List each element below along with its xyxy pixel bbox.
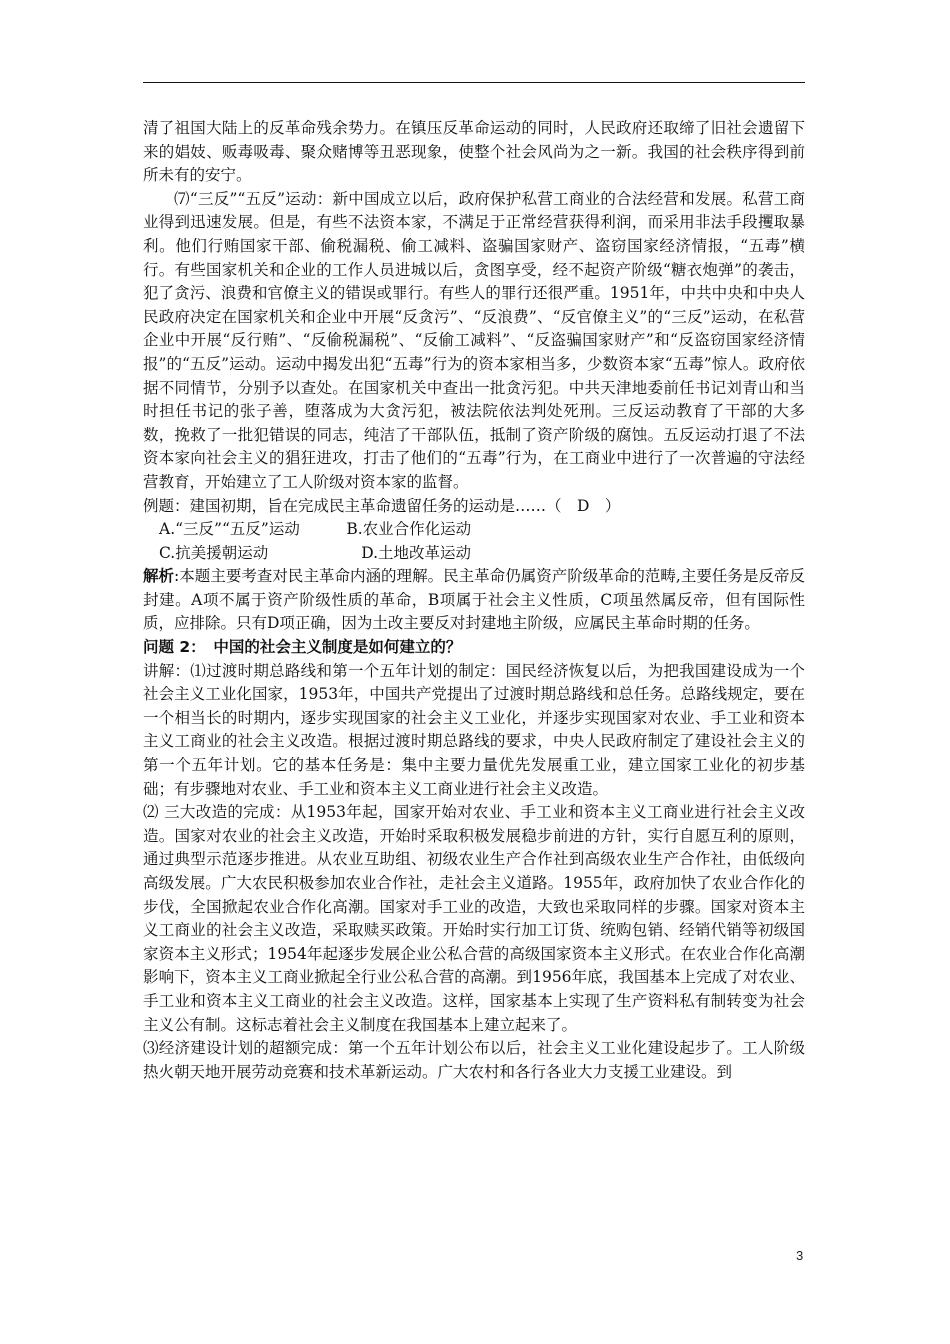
example-options-row-1: A.“三反”“五反”运动 B.农业合作化运动 xyxy=(159,520,472,539)
document-body xyxy=(143,117,805,1084)
paragraph-three-five-anti: ⑺“三反”“五反”运动：新中国成立以后，政府保护私营工商业的合法经营和发展。私营工商业得到迅速发展。但是，有些不法资本家，不满足于正常经营获得利润，而采用非法手段攫取暴利。他们行贿国家干部、偷税漏税、偷工减料、盗骗国家财产、盗窃国家经济情报，“五毒”横行。有些国家机关和企业的工作人员进城以后，贪图享受，经不起资产阶级“糖衣炮弹”的袭击，犯了贪污、浪费和官僚主义的错误或罪行。有些人的罪行还很严重。1951年，中共中央和中央人民政府决定在国家机关和企业中开展“反贪污”、“反浪费”、“反官僚主义”的“三反”运动，在私营企业中开展“反行贿”、“反偷税漏税”、“反偷工减料”、“反盗骗国家财产”和“反盗窃国家经济情报”的“五反”运动。运动中揭发出犯“五毒”行为的资本家相当多，少数资本家“五毒”惊人。政府依据不同情节，分别予以查处。在国家机关中查出一批贪污犯。中共天津地委前任书记刘青山和当时担任书记的张子善，堕落成为大贪污犯，被法院依法判处死刑。三反运动教育了干部的大多数，挽救了一批犯错误的同志，纯洁了干部队伍，抵制了资产阶级的腐蚀。五反运动打退了不法资本家向社会主义的猖狂进攻，打击了他们的“五毒”行为，在工商业中进行了一次普遍的守法经营教育，开始建立了工人阶级对资本家的监督。 xyxy=(143,189,805,491)
paragraph-transition-line: 讲解：⑴过渡时期总路线和第一个五年计划的制定：国民经济恢复以后，为把我国建设成为一个社会主义工业化国家，1953年，中国共产党提出了过渡时期总路线和总任务。总路线规定，要在一个相当长的时期内，逐步实现国家的社会主义工业化，并逐步实现国家对农业、手工业和资本主义工商业的社会主义改造。根据过渡时期总路线的要求，中央人民政府制定了建设社会主义的第一个五年计划。它的基本任务是：集中主要力量优先发展重工业，建立国家工业化的初步基础；有步骤地对农业、手工业和资本主义工商业进行社会主义改造。 xyxy=(143,661,805,798)
analysis-paragraph xyxy=(143,565,805,636)
question-2-heading: 问题 2： 中国的社会主义制度是如何建立的？ xyxy=(143,638,462,657)
analysis-label: 解析 xyxy=(143,567,175,586)
page-number: 3 xyxy=(796,1248,804,1263)
paragraph-suppression-summary: 清了祖国大陆上的反革命残余势力。在镇压反革命运动的同时，人民政府还取缔了旧社会遗留下来的娼妓、贩毒吸毒、聚众赌博等丑恶现象，使整个社会风尚为之一新。我国的社会秩序得到前所未有的安宁。 xyxy=(143,119,805,185)
paragraph-five-year-plan: ⑶经济建设计划的超额完成：第一个五年计划公布以后，社会主义工业化建设起步了。工人阶级热火朝天地开展劳动竞赛和技术革新运动。广大农村和各行各业大力支援工业建设。到 xyxy=(143,1039,805,1081)
example-question: 例题：建国初期，旨在完成民主革命遗留任务的运动是……（ D ） xyxy=(143,496,621,515)
header-rule xyxy=(143,82,805,83)
analysis-text: :本题主要考查对民主革命内涵的理解。民主革命仍属资产阶级革命的范畴,主要任务是反帝反封建。A项不属于资产阶级性质的革命，B项属于社会主义性质，C项虽然属反帝，但有国际性质，应排除。只有D项正确，因为土改主要反对封建地主阶级，应属民主革命时期的任务。 xyxy=(143,567,805,633)
paragraph-three-transformations: ⑵ 三大改造的完成：从1953年起，国家开始对农业、手工业和资本主义工商业进行社会主义改造。国家对农业的社会主义改造，开始时采取积极发展稳步前进的方针，实行自愿互利的原则，通过典型示范逐步推进。从农业互助组、初级农业生产合作社到高级农业生产合作社，由低级向高级发展。广大农民积极参加农业合作社，走社会主义道路。1955年，政府加快了农业合作化的步伐，全国掀起农业合作化高潮。国家对手工业的改造，大致也采取同样的步骤。国家对资本主义工商业的社会主义改造，采取赎买政策。开始时实行加工订货、统购包销、经销代销等初级国家资本主义形式；1954年起逐步发展企业公私合营的高级国家资本主义形式。在农业合作化高潮影响下，资本主义工商业掀起全行业公私合营的高潮。到1956年底，我国基本上完成了对农业、手工业和资本主义工商业的社会主义改造。这样，国家基本上实现了生产资料私有制转变为社会主义公有制。这标志着社会主义制度在我国基本上建立起来了。 xyxy=(143,803,805,1034)
example-options-row-2: C.抗美援朝运动 D.土地改革运动 xyxy=(159,543,472,562)
